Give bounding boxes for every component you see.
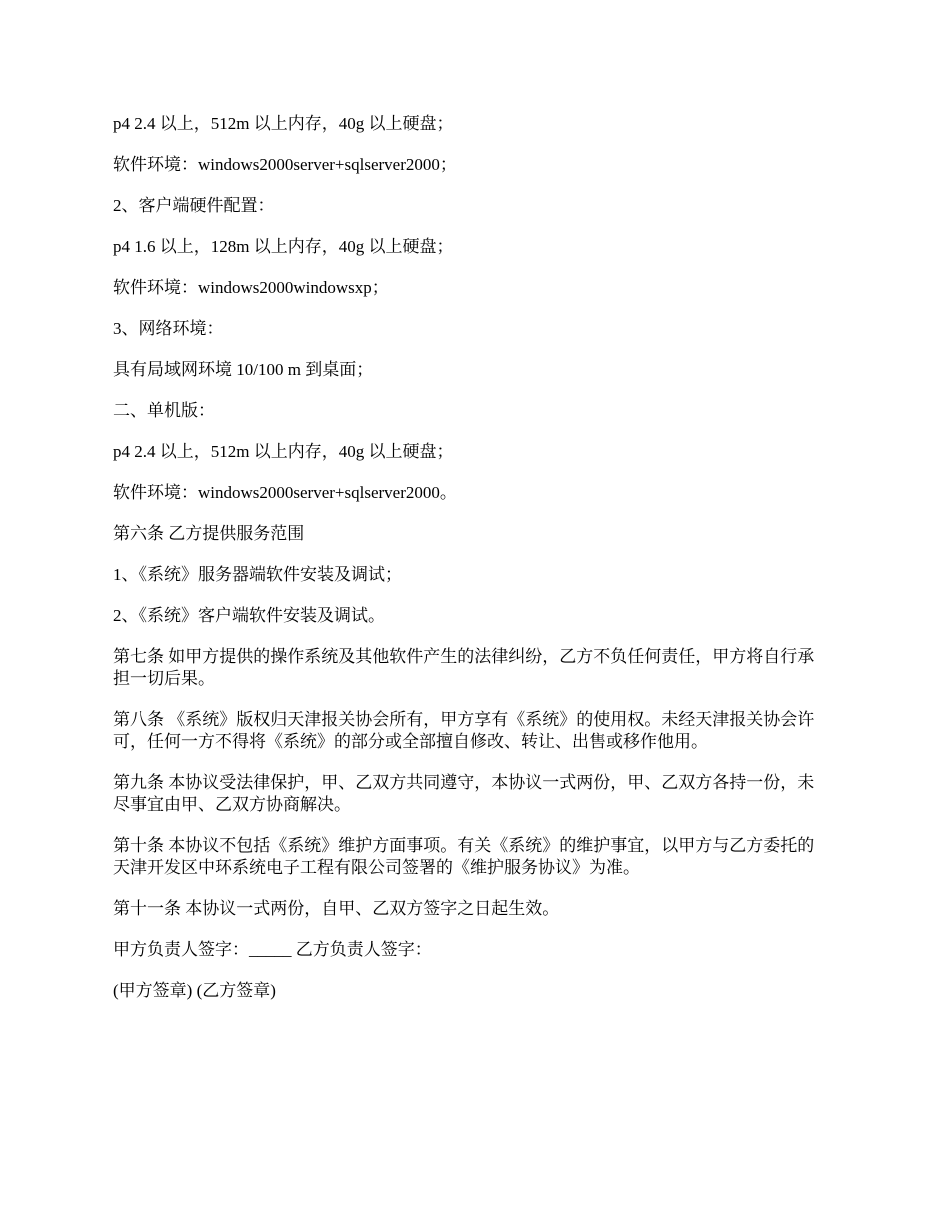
standalone-software-environment: 软件环境：windows2000server+sqlserver2000。: [113, 483, 457, 502]
client-software-environment: 软件环境：windows2000windowsxp；: [113, 278, 389, 297]
standalone-hardware-spec: p4 2.4 以上，512m 以上内存，40g 以上硬盘；: [113, 442, 454, 461]
server-hardware-spec: p4 2.4 以上，512m 以上内存，40g 以上硬盘；: [113, 114, 454, 133]
article-6-item-1: 1、《系统》服务器端软件安装及调试；: [113, 565, 402, 584]
article-11: 第十一条 本协议一式两份，自甲、乙双方签字之日起生效。: [113, 899, 560, 918]
standalone-heading: 二、单机版：: [113, 401, 215, 420]
network-environment-heading: 3、网络环境：: [113, 319, 224, 338]
article-6-heading: 第六条 乙方提供服务范围: [113, 524, 305, 543]
document-body: [113, 113, 831, 1021]
client-hardware-spec: p4 1.6 以上，128m 以上内存，40g 以上硬盘；: [113, 237, 454, 256]
article-7: 第七条 如甲方提供的操作系统及其他软件产生的法律纠纷，乙方不负任何责任，甲方将自行承担一切后果。: [113, 647, 815, 688]
article-10: 第十条 本协议不包括《系统》维护方面事项。有关《系统》的维护事宜，以甲方与乙方委托的天津开发区中环系统电子工程有限公司签署的《维护服务协议》为准。: [113, 836, 815, 877]
network-environment-spec: 具有局域网环境 10/100 m 到桌面；: [113, 360, 374, 379]
client-hardware-heading: 2、客户端硬件配置：: [113, 196, 275, 215]
article-6-item-2: 2、《系统》客户端软件安装及调试。: [113, 606, 385, 625]
server-software-environment: 软件环境：windows2000server+sqlserver2000；: [113, 155, 457, 174]
article-9: 第九条 本协议受法律保护，甲、乙双方共同遵守，本协议一式两份，甲、乙双方各持一份，未尽事宜由甲、乙双方协商解决。: [113, 773, 815, 814]
article-8: 第八条 《系统》版权归天津报关协会所有，甲方享有《系统》的使用权。未经天津报关协会许可，任何一方不得将《系统》的部分或全部擅自修改、转让、出售或移作他用。: [113, 710, 815, 751]
seal-line: (甲方签章) (乙方签章): [113, 981, 276, 1000]
signature-line: 甲方负责人签字：_____ 乙方负责人签字：: [113, 940, 432, 959]
